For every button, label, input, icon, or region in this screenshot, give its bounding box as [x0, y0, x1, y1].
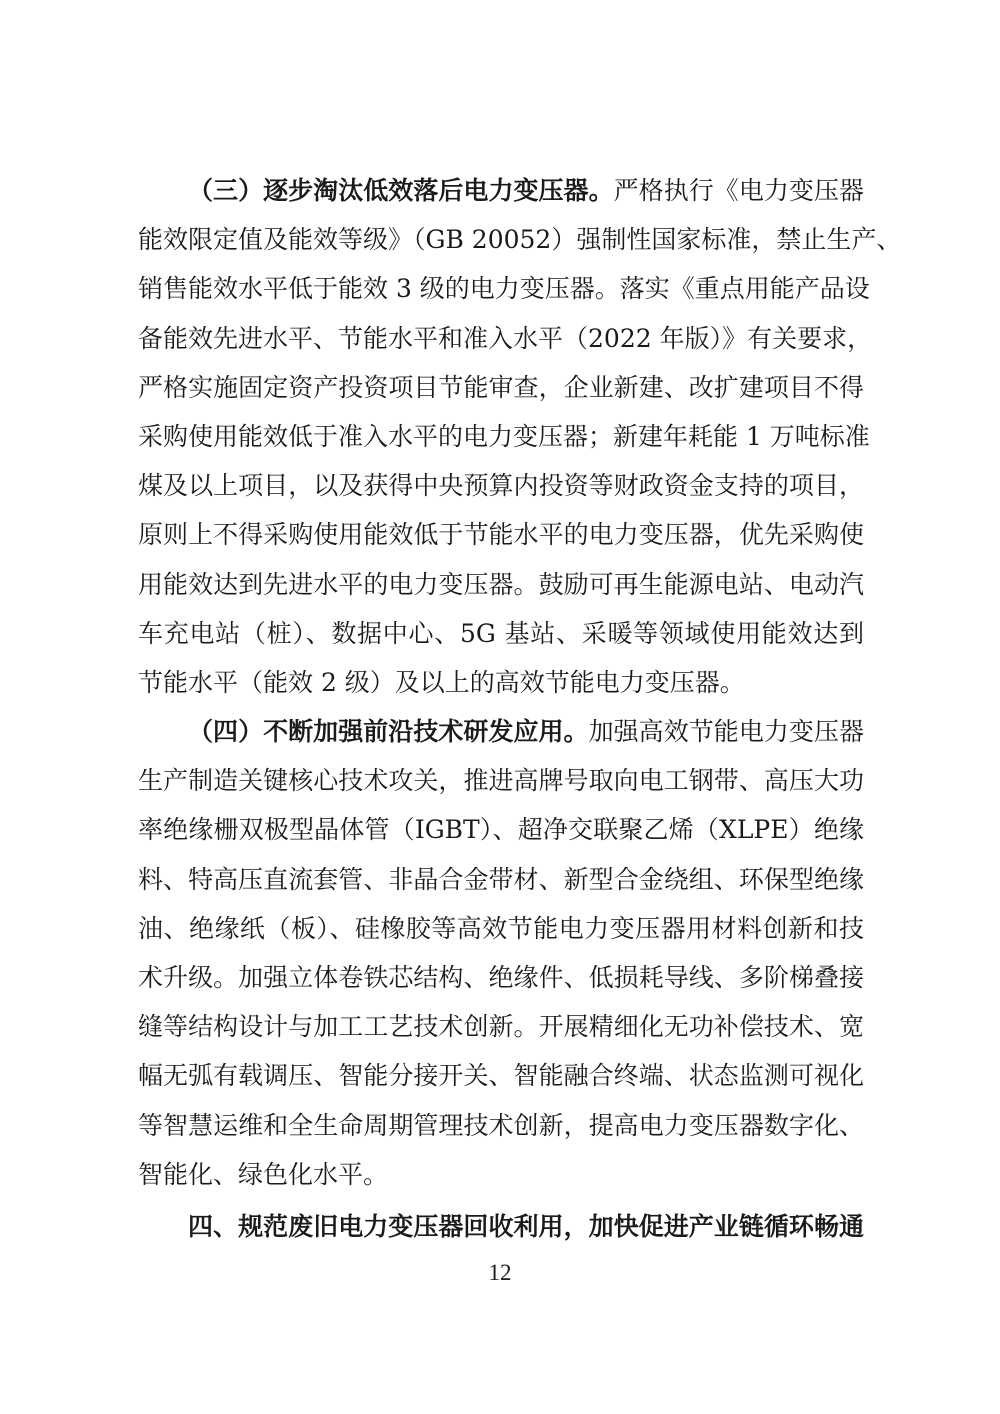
paragraph-3-line-4: 备能效先进水平、节能水平和准入水平（2022 年版）》有关要求， — [138, 323, 873, 353]
paragraph-4-line-10: 智能化、绿色化水平。 — [138, 1159, 389, 1189]
paragraph-4-line-6: 术升级。加强立体卷铁芯结构、绝缘件、低损耗导线、多阶梯叠接 — [138, 963, 864, 992]
paragraph-4-line-4: 料、特高压直流套管、非晶合金带材、新型合金绕组、环保型绝缘 — [138, 864, 864, 894]
section-4-heading: 四、规范废旧电力变压器回收利用，加快促进产业链循环畅通 — [188, 1212, 864, 1241]
paragraph-3-line-11: 节能水平（能效 2 级）及以上的高效节能电力变压器。 — [138, 667, 745, 697]
paragraph-3-line-6: 采购使用能效低于准入水平的电力变压器；新建年耗能 1 万吨标准 — [138, 421, 870, 451]
paragraph-3-line-10: 车充电站（桩）、数据中心、5G 基站、采暖等领域使用能效达到 — [138, 618, 864, 648]
paragraph-3-heading: （三）逐步淘汰低效落后电力变压器。 — [188, 176, 614, 205]
paragraph-4-line-3: 率绝缘栅双极型晶体管（IGBT）、超净交联聚乙烯（XLPE）绝缘 — [138, 815, 864, 845]
body-text — [138, 166, 902, 1199]
paragraph-4-text: 加强高效节能电力变压器 — [588, 717, 864, 747]
paragraph-3-line-2: 能效限定值及能效等级》（GB 20052）强制性国家标准，禁止生产、 — [138, 225, 902, 255]
paragraph-3-line-9: 用能效达到先进水平的电力变压器。鼓励可再生能源电站、电动汽 — [138, 569, 864, 599]
paragraph-3-text: 严格执行《电力变压器 — [613, 176, 864, 205]
paragraph-3-line-5: 严格实施固定资产投资项目节能审查，企业新建、改扩建项目不得 — [138, 372, 864, 402]
paragraph-4-line-8: 幅无弧有载调压、智能分接开关、智能融合终端、状态监测可视化 — [138, 1061, 864, 1091]
paragraph-3-line-1 — [138, 166, 864, 215]
paragraph-3-line-7: 煤及以上项目，以及获得中央预算内投资等财政资金支持的项目， — [138, 471, 864, 501]
paragraph-4-heading: （四）不断加强前沿技术研发应用。 — [188, 717, 589, 747]
paragraph-4-line-1 — [138, 707, 864, 756]
paragraph-4-line-9: 等智慧运维和全生命周期管理技术创新，提高电力变压器数字化、 — [138, 1110, 864, 1140]
page-number: 12 — [488, 1260, 512, 1285]
paragraph-4-line-5: 油、绝缘纸（板）、硅橡胶等高效节能电力变压器用材料创新和技 — [138, 913, 864, 943]
paragraph-4-line-2: 生产制造关键核心技术攻关，推进高牌号取向电工钢带、高压大功 — [138, 766, 864, 796]
paragraph-3-line-3: 销售能效水平低于能效 3 级的电力变压器。落实《重点用能产品设 — [138, 274, 870, 304]
paragraph-3-line-8: 原则上不得采购使用能效低于节能水平的电力变压器，优先采购使 — [138, 520, 864, 550]
paragraph-4-line-7: 缝等结构设计与加工工艺技术创新。开展精细化无功补偿技术、宽 — [138, 1012, 864, 1042]
